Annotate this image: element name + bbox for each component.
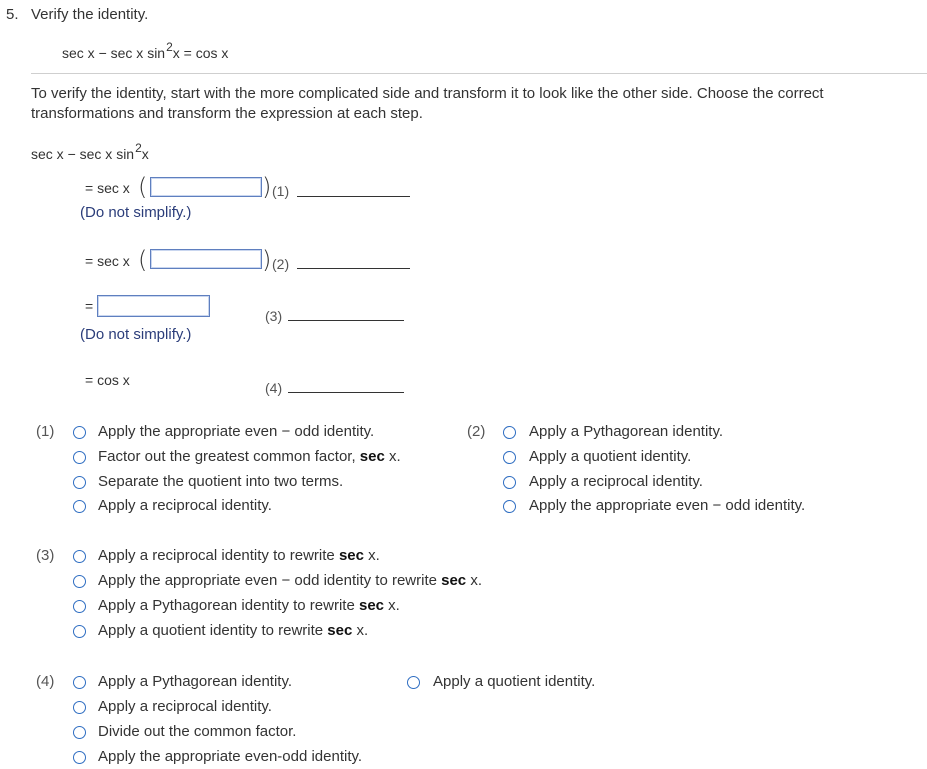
step1-prefix: = sec x (85, 180, 130, 196)
step2-close-paren: ) (262, 246, 272, 274)
option-g4-5-text: Apply a quotient identity. (433, 673, 596, 690)
option-g3-1-tail: x. (363, 547, 380, 564)
choice-group1-label: (1) (36, 423, 55, 440)
option-g2-4-text: Apply the appropriate even − odd identity. (529, 497, 806, 514)
radio-g1-opt2[interactable] (73, 451, 86, 464)
option-g3-2-bold: sec (441, 572, 467, 589)
option-g3-2[interactable] (98, 572, 482, 589)
option-g2-2-text: Apply a quotient identity. (529, 448, 692, 465)
identity-part1: sec x − sec x sin (62, 45, 166, 61)
option-g3-4-bold: sec (327, 622, 353, 639)
identity-part2: x = cos x (172, 45, 229, 61)
radio-g3-opt4[interactable] (73, 625, 86, 638)
step4-answer-line[interactable] (288, 392, 404, 393)
step1-answer-line[interactable] (297, 196, 410, 197)
option-g4-5[interactable] (433, 673, 595, 690)
step1-input[interactable] (150, 177, 262, 197)
radio-g1-opt4[interactable] (73, 500, 86, 513)
option-g1-2-bold: sec (359, 448, 385, 465)
radio-g4-opt5[interactable] (407, 676, 420, 689)
question-title: Verify the identity. (31, 6, 149, 23)
step3-answer-line[interactable] (288, 320, 404, 321)
option-g2-3[interactable] (529, 473, 703, 490)
step4-label: (4) (265, 380, 283, 396)
option-g1-4[interactable] (98, 497, 272, 514)
option-g4-3-text: Divide out the common factor. (98, 723, 297, 740)
radio-g3-opt1[interactable] (73, 550, 86, 563)
option-g2-1-text: Apply a Pythagorean identity. (529, 423, 724, 440)
instructions-line2: transformations and transform the expression at each step. (31, 105, 423, 122)
step2-prefix: = sec x (85, 253, 130, 269)
radio-g4-opt4[interactable] (73, 751, 86, 764)
radio-g1-opt1[interactable] (73, 426, 86, 439)
radio-g3-opt3[interactable] (73, 600, 86, 613)
step3-hint: (Do not simplify.) (80, 326, 192, 343)
option-g2-4[interactable] (529, 497, 805, 514)
option-g3-4-text: Apply a quotient identity to rewrite (98, 622, 328, 639)
option-g1-3-text: Separate the quotient into two terms. (98, 473, 344, 490)
start-expr-part1: sec x − sec x sin (31, 146, 135, 162)
step1-open-paren: ( (138, 173, 148, 201)
choice-group4-label: (4) (36, 673, 55, 690)
radio-g4-opt3[interactable] (73, 726, 86, 739)
option-g3-1-bold: sec (338, 547, 364, 564)
option-g3-3-text: Apply a Pythagorean identity to rewrite (98, 597, 359, 614)
option-g4-4[interactable] (98, 748, 362, 765)
option-g1-2-text: Factor out the greatest common factor, (98, 448, 360, 465)
choice-group3-label: (3) (36, 547, 55, 564)
step1-hint: (Do not simplify.) (80, 204, 192, 221)
radio-g2-opt4[interactable] (503, 500, 516, 513)
step1-label: (1) (272, 183, 290, 199)
step2-input[interactable] (150, 249, 262, 269)
option-g1-3[interactable] (98, 473, 343, 490)
radio-g1-opt3[interactable] (73, 476, 86, 489)
section-divider (31, 73, 927, 74)
option-g3-4[interactable] (98, 622, 368, 639)
option-g1-4-text: Apply a reciprocal identity. (98, 497, 272, 514)
option-g4-2[interactable] (98, 698, 272, 715)
option-g2-2[interactable] (529, 448, 691, 465)
instructions-line1: To verify the identity, start with the more complicated side and transform it to look like the other side. Choose the correct (31, 85, 824, 102)
option-g3-3-bold: sec (358, 597, 385, 614)
identity-exponent: 2 (166, 40, 173, 54)
choice-group2-label: (2) (467, 423, 486, 440)
radio-g4-opt1[interactable] (73, 676, 86, 689)
option-g3-2-tail: x. (466, 572, 482, 589)
option-g4-4-text: Apply the appropriate even-odd identity. (98, 748, 363, 765)
option-g1-1-text: Apply the appropriate even − odd identity. (98, 423, 375, 440)
radio-g2-opt1[interactable] (503, 426, 516, 439)
option-g3-1-text: Apply a reciprocal identity to rewrite (98, 547, 339, 564)
option-g2-1[interactable] (529, 423, 723, 440)
option-g4-2-text: Apply a reciprocal identity. (98, 698, 272, 715)
option-g3-4-tail: x. (352, 622, 369, 639)
option-g1-1[interactable] (98, 423, 374, 440)
radio-g4-opt2[interactable] (73, 701, 86, 714)
step3-prefix: = (85, 298, 94, 314)
step2-answer-line[interactable] (297, 268, 410, 269)
radio-g2-opt2[interactable] (503, 451, 516, 464)
identity-expression (62, 40, 229, 61)
option-g2-3-text: Apply a reciprocal identity. (529, 473, 703, 490)
step3-input[interactable] (97, 295, 210, 317)
start-expr-exponent: 2 (135, 141, 142, 155)
option-g3-3[interactable] (98, 597, 400, 614)
option-g4-1-text: Apply a Pythagorean identity. (98, 673, 293, 690)
option-g1-2[interactable] (98, 448, 401, 465)
option-g4-3[interactable] (98, 723, 296, 740)
option-g3-1[interactable] (98, 547, 380, 564)
step2-open-paren: ( (138, 246, 148, 274)
question-number: 5. (6, 6, 19, 23)
start-expr-part2: x (141, 146, 149, 162)
radio-g3-opt2[interactable] (73, 575, 86, 588)
start-expression (31, 141, 149, 162)
step3-label: (3) (265, 308, 283, 324)
step2-label: (2) (272, 256, 290, 272)
option-g4-1[interactable] (98, 673, 292, 690)
step1-close-paren: ) (262, 173, 272, 201)
option-g1-2-tail: x. (384, 448, 401, 465)
step4-prefix: = cos x (85, 372, 130, 388)
option-g3-2-text: Apply the appropriate even − odd identity to rewrite (98, 572, 442, 589)
option-g3-3-tail: x. (384, 597, 400, 614)
radio-g2-opt3[interactable] (503, 476, 516, 489)
